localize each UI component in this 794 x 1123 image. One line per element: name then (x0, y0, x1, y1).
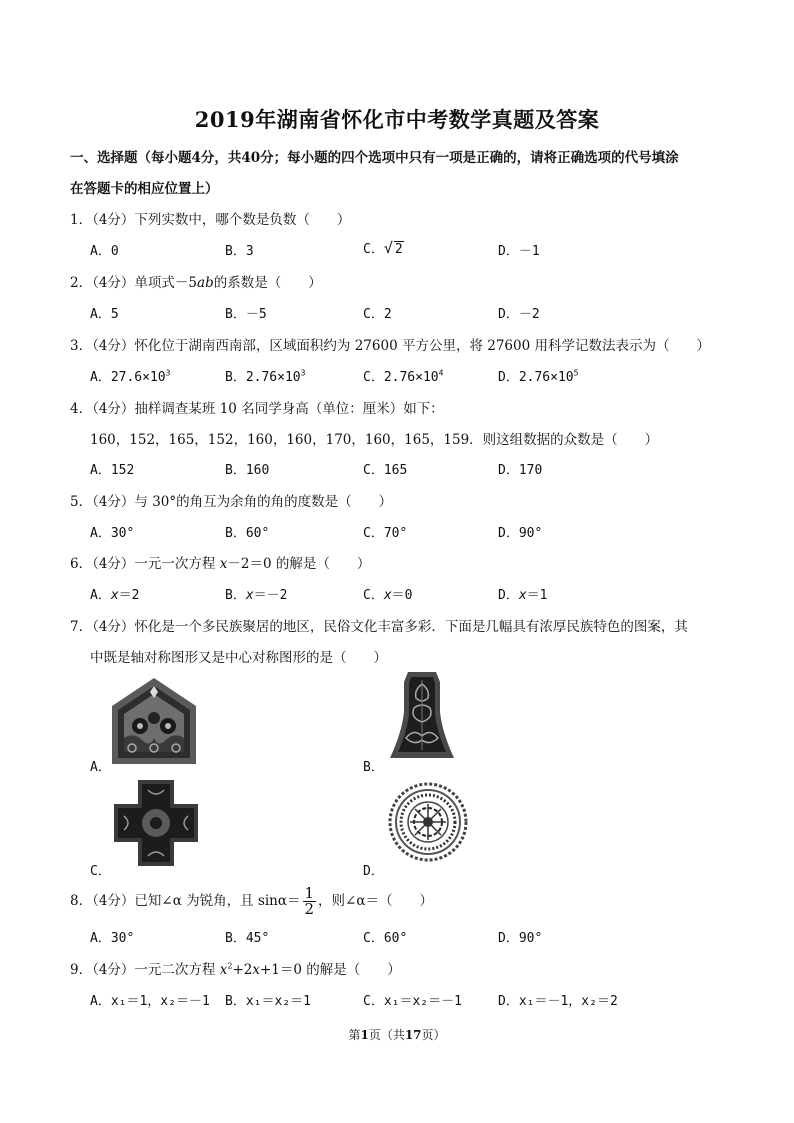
q5-stem: 5．（4分）与 30°的角互为余角的角的度数是（ ） (70, 494, 393, 510)
section-heading-line1: 一、选择题（每小题4分，共40分；每小题的四个选项中只有一项是正确的，请将正确选项的代号填涂 (70, 150, 679, 166)
page-title: 2019年湖南省怀化市中考数学真题及答案 (194, 107, 600, 132)
q2-option-c: C．2 (363, 307, 392, 322)
pattern-a-image (112, 678, 196, 764)
q4-stem: 4．（4分）抽样调查某班 10 名同学身高（单位：厘米）如下： (70, 401, 444, 417)
q6-option-a: A．x＝2 (90, 588, 140, 603)
q8-option-b: B．45° (225, 931, 270, 946)
q3-option-c: C．$2.76\times 10^4$ (363, 368, 444, 385)
section-heading-line2: 在答题卡的相应位置上） (70, 181, 219, 197)
q6-stem: 6．（4分）一元一次方程 x－2＝0 的解是（ ） (70, 556, 371, 572)
pattern-d-image (388, 782, 468, 862)
q6-option-d: D．x＝1 (498, 588, 548, 603)
q1-stem: 1．（4分）下列实数中，哪个数是负数（ ） (70, 212, 351, 228)
q9-option-c: C．x₁＝x₂＝－1 (363, 994, 462, 1009)
q3-option-d: D．$2.76\times 10^5$ (498, 368, 579, 385)
q8-option-c: C．60° (363, 931, 408, 946)
q7-option-a: A． (90, 760, 111, 775)
sqrt-symbol: √ 2 (383, 239, 403, 257)
pattern-b-image (390, 672, 454, 758)
q7-stem-line1: 7．（4分）怀化是一个多民族聚居的地区，民俗文化丰富多彩．下面是几幅具有浓厚民族特色的图案，其 (70, 619, 688, 635)
q3-option-a: A．$27.6\times 10^3$ (90, 368, 171, 385)
q6-option-b: B．x＝－2 (225, 588, 288, 603)
q9-option-b: B．x₁＝x₂＝1 (225, 994, 311, 1009)
q8-stem: 8．（4分）已知∠α 为锐角，且 sinα＝ $\frac{1}{2}$ ，则∠α＝（ ） (70, 884, 433, 918)
q2-option-b: B．－5 (225, 307, 267, 322)
q3-stem: 3．（4分）怀化位于湖南西南部，区域面积约为 27600 平方公里，将 27600 用科学记数法表示为（ ） (70, 338, 710, 354)
q3-option-b: B．$2.76\times 10^3$ (225, 368, 306, 385)
q9-option-d: D．x₁＝－1，x₂＝2 (498, 994, 618, 1009)
q7-option-d: D． (363, 864, 384, 879)
q5-option-b: B．60° (225, 526, 270, 541)
q8-option-a: A．30° (90, 931, 135, 946)
q5-option-d: D．90° (498, 526, 543, 541)
q7-stem-line2: 中既是轴对称图形又是中心对称图形的是（ ） (90, 650, 387, 666)
q4-option-b: B．160 (225, 463, 270, 478)
q1-option-a: A．0 (90, 244, 119, 259)
page-footer: 第1页（共17页） (348, 1028, 446, 1042)
q8-option-d: D．90° (498, 931, 543, 946)
q4-option-d: D．170 (498, 463, 543, 478)
q6-option-c: C．x＝0 (363, 588, 413, 603)
q9-option-a: A．x₁＝1，x₂＝－1 (90, 994, 210, 1009)
q7-option-c: C． (90, 864, 111, 879)
q4-option-c: C．165 (363, 463, 408, 478)
pattern-c-image (114, 780, 198, 866)
q2-stem: 2．（4分）单项式－5ab的系数是（ ） (70, 275, 322, 291)
q7-option-b: B． (363, 760, 384, 775)
q1-option-c: C． √ 2 (363, 239, 403, 257)
q1-option-b: B．3 (225, 244, 254, 259)
q9-stem: 9．（4分）一元二次方程 $x^2+2x+1=0$ 的解是（ ） (70, 961, 401, 978)
fraction: $\frac{1}{2}$ (304, 884, 315, 918)
q5-option-a: A．30° (90, 526, 135, 541)
q2-option-a: A．5 (90, 307, 119, 322)
q4-data: 160，152，165，152，160，160，170，160，165，159．则这组数据的众数是（ ） (90, 432, 659, 448)
q1-option-d: D．－1 (498, 244, 540, 259)
q5-option-c: C．70° (363, 526, 408, 541)
q2-option-d: D．－2 (498, 307, 540, 322)
q4-option-a: A．152 (90, 463, 135, 478)
